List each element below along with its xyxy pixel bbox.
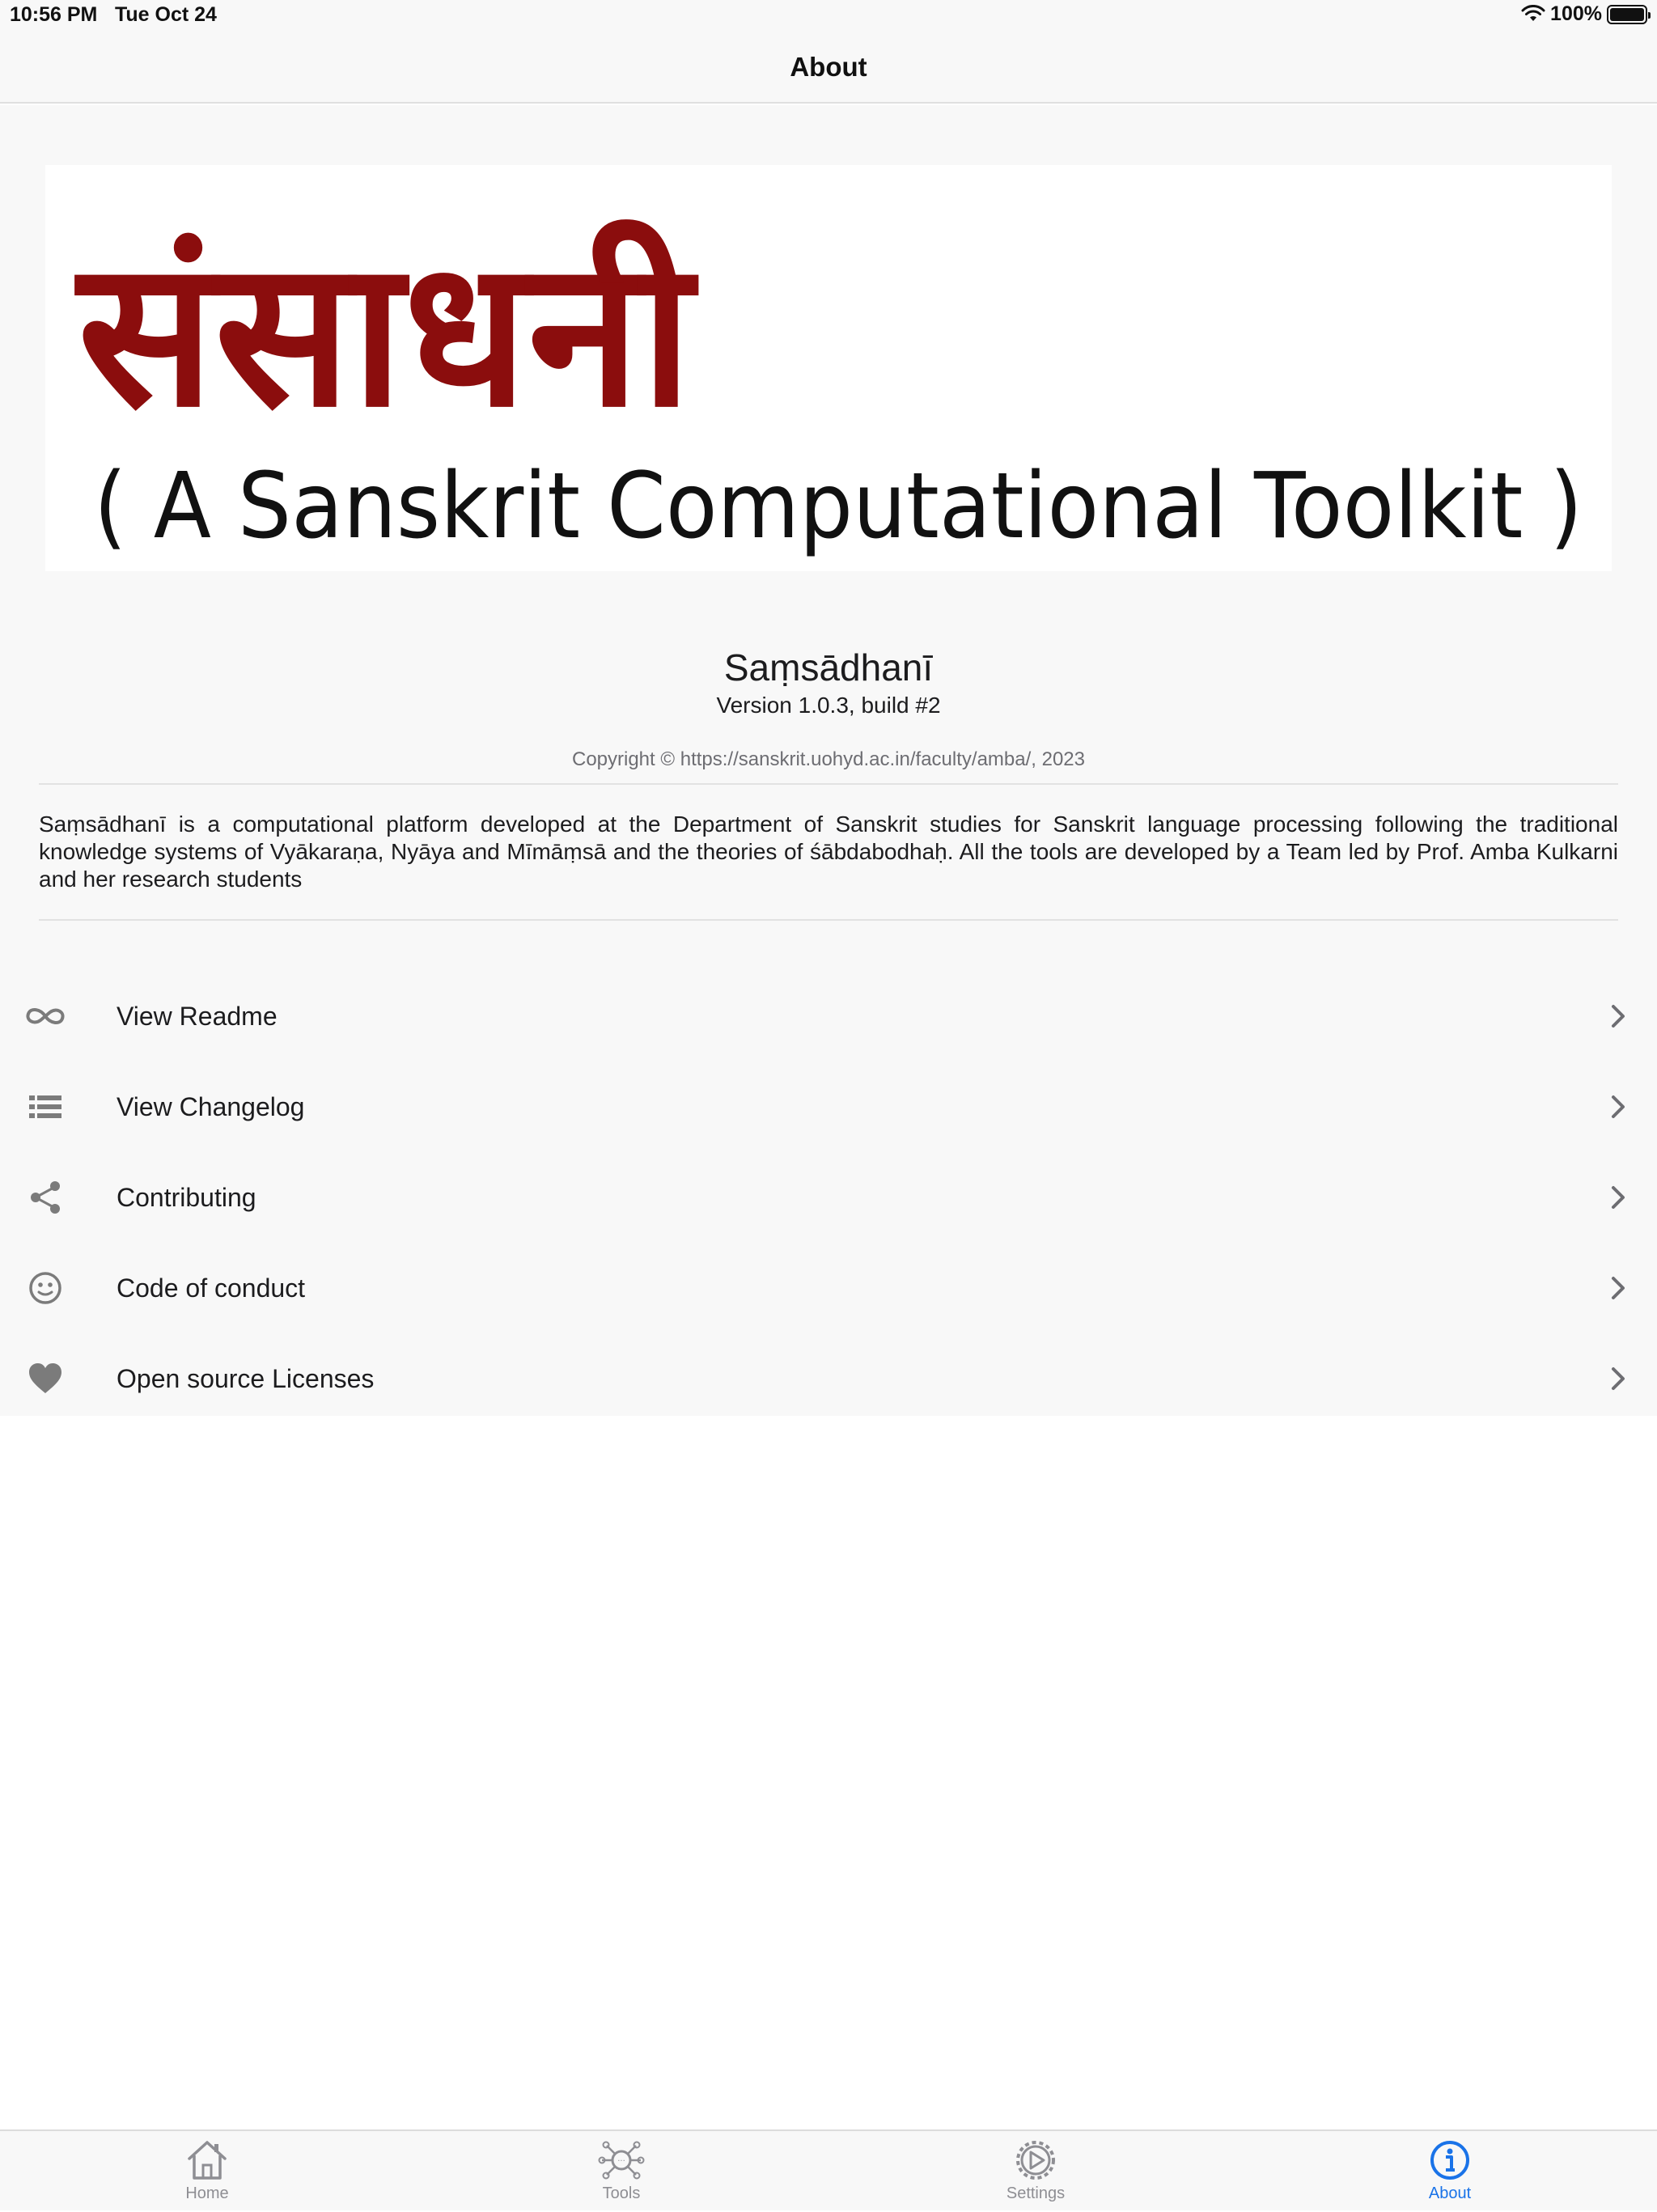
menu-item-label: View Readme	[117, 1001, 278, 1031]
logo-subtitle: ( A Sanskrit Computational Toolkit )	[94, 454, 1583, 559]
smiley-icon	[23, 1265, 68, 1311]
app-description: Saṃsādhanī is a computational platform developed at the Department of Sanskrit studies for Sanskrit language processing following the traditional knowledge systems of Vyākaraṇa, Nyāya and Mīmāṃsā and the theories of śābdabodhaḥ. All the tools are developed by a Team led by Prof. Amba Kulkarni and her research students	[39, 811, 1618, 892]
menu-item-view-changelog[interactable]	[0, 1062, 1657, 1152]
copyright-text: Copyright © https://sanskrit.uohyd.ac.in/faculty/amba/, 2023	[571, 748, 1085, 770]
menu-item-label: Code of conduct	[117, 1273, 306, 1303]
svg-text:···: ···	[617, 2157, 625, 2166]
logo-devanagari: संसाधनी	[78, 216, 693, 451]
status-date: Tue Oct 24	[115, 3, 217, 26]
tab-settings[interactable]	[955, 2131, 1117, 2212]
chevron-right-icon	[1608, 1272, 1628, 1304]
list-icon	[23, 1084, 68, 1129]
home-icon	[181, 2134, 233, 2186]
divider-bottom	[39, 919, 1618, 921]
chevron-right-icon	[1608, 1091, 1628, 1123]
gear-icon	[1010, 2134, 1062, 2186]
menu-item-label: View Changelog	[117, 1091, 305, 1121]
tab-about[interactable]	[1369, 2131, 1531, 2212]
share-icon	[23, 1175, 68, 1220]
menu-item-code-of-conduct[interactable]	[0, 1243, 1657, 1333]
menu-item-label: Contributing	[117, 1182, 256, 1212]
status-bar	[0, 0, 1657, 32]
divider-top	[39, 783, 1618, 785]
tab-label: Home	[185, 2184, 229, 2202]
tab-bar	[0, 2129, 1657, 2210]
chevron-right-icon	[1608, 1181, 1628, 1214]
samsadhani-logo	[45, 165, 1612, 571]
status-right	[1521, 2, 1647, 26]
page-title: About	[790, 52, 867, 82]
app-name: Saṃsādhanī	[723, 646, 934, 689]
app-version: Version 1.0.3, build #2	[716, 693, 941, 718]
tab-label: About	[1428, 2184, 1472, 2202]
menu-item-open-source-licenses[interactable]	[0, 1333, 1657, 1424]
menu-item-view-readme[interactable]	[0, 971, 1657, 1062]
heart-icon	[23, 1356, 68, 1401]
about-content	[0, 105, 1657, 1416]
navigation-bar	[0, 32, 1657, 104]
chevron-right-icon	[1608, 1000, 1628, 1032]
tools-icon	[595, 2134, 647, 2186]
about-menu	[0, 971, 1657, 1424]
tab-label: Settings	[1006, 2184, 1066, 2202]
tab-home[interactable]	[126, 2131, 288, 2212]
battery-icon	[1607, 5, 1647, 24]
wifi-icon	[1521, 5, 1545, 24]
menu-item-contributing[interactable]	[0, 1152, 1657, 1243]
infinity-icon	[23, 994, 68, 1039]
battery-percent: 100%	[1550, 2, 1602, 25]
info-icon	[1424, 2134, 1476, 2186]
chevron-right-icon	[1608, 1362, 1628, 1395]
tab-label: Tools	[602, 2184, 641, 2202]
tab-tools[interactable]	[540, 2131, 702, 2212]
status-time: 10:56 PM	[10, 3, 98, 26]
menu-item-label: Open source Licenses	[117, 1363, 375, 1393]
